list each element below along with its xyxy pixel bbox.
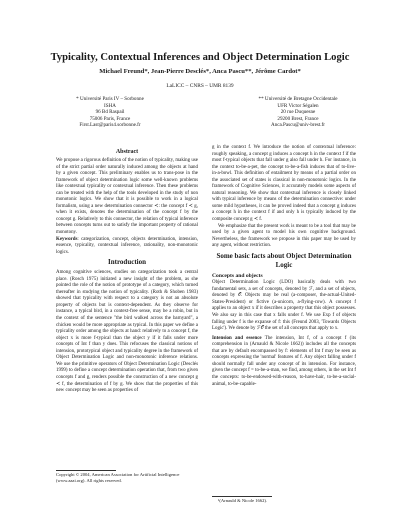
lab-name: LaLICC – CNRS – UMR 8139 bbox=[166, 83, 234, 89]
affiliation-line: 75006 Paris, France bbox=[89, 115, 131, 122]
abstract-heading: Abstract bbox=[115, 149, 139, 155]
introduction-text: Among cognitive sciences, studies on categorization took a central place. (Rosch 1975) initiated a new insight of the problem, as she pointed the role of the notion of prototype of a category, which turned thereafter in studying the notion of typicality. (Roth & Shoben 1983) showed that typicality with respect to a category is not an absolute property of objects but is context-dependent. As they observe for instance, a typical bird, in a context-free sense, may be a robin, but in the context of the sentence "the bird walked across the barnyard", a chicken would be more appropriate as typical. In this paper we define a typicality order among the objects at hand: relatively to a concept f, the object x is more f-typical than the object y if it falls under more concepts of Int f than y does. This refocuses the classical notions of intension, prototypical object and typicality degree in the framework of Object Determination Logic and non-monotonic inference relations. We use the primitive operators of Object Determination Logic (Desclés 1999) to define a concept determination operation that, from two given concepts f and g, renders possible the construction of a new concept g ≺ f, the determination of f by g. We show that the properties of this new concept may be seen as properties of bbox=[56, 270, 198, 394]
right-column bbox=[212, 145, 356, 388]
subsection-heading: Concepts and objects bbox=[212, 272, 263, 279]
affiliation-line: 29200 Brest, France bbox=[277, 115, 319, 122]
footnote: ¹(Arnauld & Nicole 1662). bbox=[218, 498, 268, 503]
copyright-divider bbox=[56, 470, 116, 471]
introduction-heading: Introduction bbox=[108, 258, 146, 267]
affiliation-line: 20 rue Duquesne bbox=[280, 109, 316, 116]
paragraph bbox=[212, 336, 356, 388]
affiliation-right bbox=[228, 96, 368, 129]
affiliation-email: First.Last@paris4.sorbonne.fr bbox=[79, 122, 141, 129]
affiliation-line: UFR Victor Ségalen bbox=[277, 102, 319, 109]
keywords bbox=[56, 237, 198, 257]
paper-title: Typicality, Contextual Inferences and Object Determination Logic bbox=[50, 52, 350, 63]
affiliation-email: Anca.Pascu@univ-brest.fr bbox=[271, 122, 325, 129]
paragraph: We emphasize that the present work is meant to be a tool that may be used by a given agent to model his own cognitive background. Nevertheless, the framework we propose in this paper may be used by any agent, without restriction. bbox=[212, 223, 356, 249]
abstract-text: We propose a rigorous definition of the notion of typicality, making use of the strict partial order naturally induced among the objects at hand by a given concept. This preliminary enables us to trans-pose in the framework of object determination logic some well-known problems like contextual typicality or contextual inference. Then these problems can be treated with the help of the tools developed in the study of non monotonic logics. We show that it is possible to work in a logical formalism, using a new determination connector ≺: the concept f ≺ g, when it exists, denotes the determination of the concept f by the concept g. Relatively to this connector, the relation of typical inference between concepts turns out to satisfy the important property of rational monotony. bbox=[56, 158, 198, 236]
keywords-label: Keywords bbox=[56, 236, 78, 242]
affiliation-left bbox=[40, 96, 180, 129]
paragraph: g in the context f. We introduce the notion of contextual inference: roughly speaking, a concept g induces a concept h in the context f if the most f-typical objects that fall under g also fall under h. For instance, in the context to-be-a-pet, the concept to-be-a-fish induces that of to-live-in-a-bowl. This definition of entailment by means of a partial order on the associated set of states is classical in non-monotonic logics. In the framework of Cognitive Sciences, it accurately models some aspects of natural reasoning. We show that contextual inference is closely linked with typical inference by means of the determination connective: under some mild hypotheses, it can be proved indeed that a concept g induces a concept h in the context f if and only h is typically induced by the composite concept g ≺ f. bbox=[212, 145, 356, 223]
footnote-divider bbox=[212, 496, 272, 497]
keywords-text: : categorization, concept, objects determination, intension, essence, typicality, contextual inference, rationality, non-monotonic logics. bbox=[56, 236, 198, 255]
section-heading: Some basic facts about Object Determination Logic bbox=[216, 251, 352, 269]
affiliation-line: * Université Paris IV – Sorbonne bbox=[76, 96, 144, 102]
left-column bbox=[56, 158, 198, 395]
copyright-notice: Copyright © 2004, American Association for Artificial Intelligence (www.aaai.org). All rights reserved. bbox=[56, 472, 180, 483]
author-list: Michael Freund*, Jean-Pierre Desclés*, Anca Pascu**, Jérôme Cardot* bbox=[99, 68, 301, 75]
affiliation-line: ** Université de Bretagne Occidentale bbox=[258, 96, 338, 102]
affiliation-line: 96 Bd Raspail bbox=[95, 109, 125, 116]
affiliation-line: ISHA bbox=[104, 102, 116, 109]
paragraph: Object Determination Logic (LDO) basically deals with two fundamental sets, a set of concepts, denoted by ℱ, and a set of objects, denoted by 𝒪. Objects may be real (a-composer, the-actual-United-States-President) or fictive (a-unicorn, a-flying-cow). A concept f applies to an object x if it describes a property that this object possesses. We also say in this case that x falls under f. We use Exp f of objects falling under f is the expanse of f: this (Freund 2003, 'Towards Objects Logic'). We denote by ℱ𝒪 the set of all concepts that apply to x. bbox=[212, 280, 356, 332]
paragraph-text: The intension, Int f, of a concept f (its comprehension in (Arnauld & Nicole 1662)) includes all the concepts that are by default encompassed by f: elements of Int f may be seen as concepts expressing the 'normal' features of f. Any object falling under f should normally fall under any concept of its intension. For instance, given the concept f = to-be-a-man, we find, among others, in the set Int f the concepts: to-be-endowed-with-reason, to-have-hair, to-be-a-social-animal, to-be-capable- bbox=[212, 335, 356, 387]
run-in-heading: Intension and essence bbox=[212, 335, 262, 341]
